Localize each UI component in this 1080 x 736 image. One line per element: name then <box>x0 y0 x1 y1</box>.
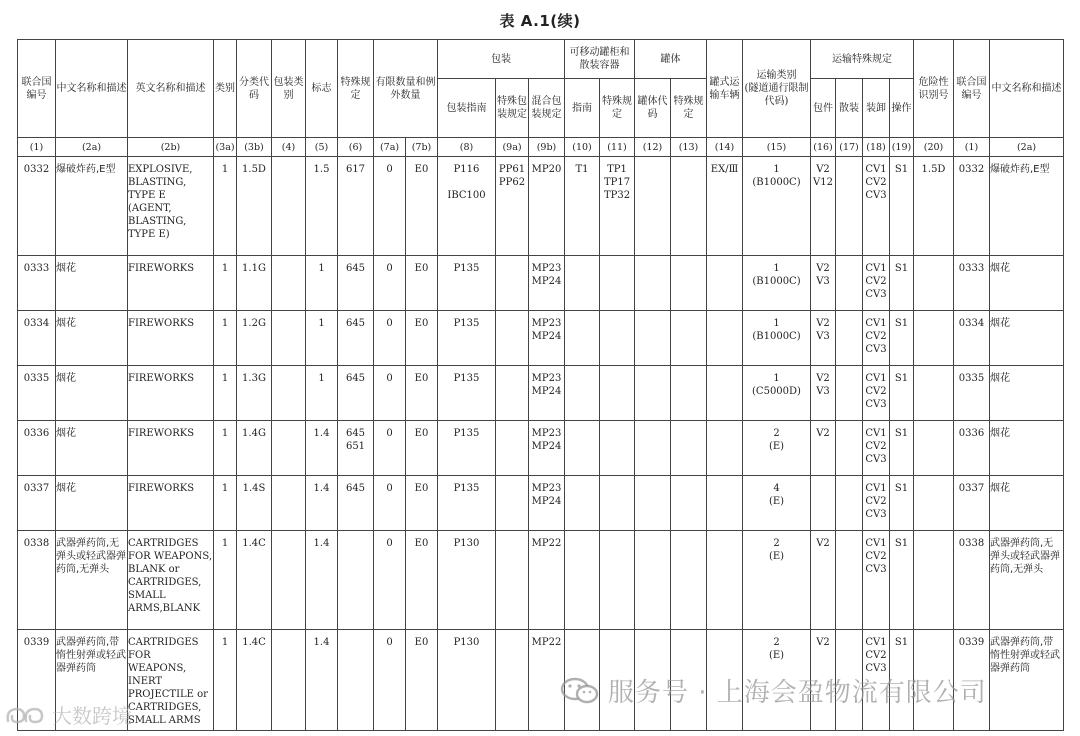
column-number: (2b) <box>128 138 214 157</box>
portable-tank-instruction-cell <box>565 531 600 630</box>
column-number: (12) <box>635 138 671 157</box>
table-body <box>18 157 1064 731</box>
name-cn-cell: 烟花 <box>56 256 128 311</box>
header-transport-category-sub: (隧道通行限制代码) <box>744 83 809 107</box>
special-bulk-cell <box>836 157 863 256</box>
table-row <box>18 256 1064 311</box>
special-operation-cell: S1 <box>890 256 914 311</box>
packing-instruction-cell: P135 <box>438 421 496 476</box>
limited-quantity-cell: 0 <box>374 366 406 421</box>
special-provisions-cell <box>338 630 374 731</box>
special-loading-cell: CV1 CV2 CV3 <box>863 157 890 256</box>
watermark-service-account <box>560 672 987 709</box>
special-packages-cell <box>811 476 836 531</box>
portable-tank-special-cell: TP1 TP17 TP32 <box>600 157 635 256</box>
header-operation: 操作 <box>890 79 914 138</box>
labels-cell: 1.4 <box>306 476 338 531</box>
excepted-quantity-cell: E0 <box>406 421 438 476</box>
column-number: (2a) <box>990 138 1064 157</box>
name-cn-cell: 爆破炸药,E型 <box>56 157 128 256</box>
header-tank-special: 特殊规定 <box>671 79 707 138</box>
special-loading-cell: CV1 CV2 CV3 <box>863 630 890 731</box>
transport-category-cell: 2 (E) <box>743 630 811 731</box>
header-special-transport: 运输特殊规定 <box>811 40 914 79</box>
header-name-en: 英文名称和描述 <box>128 40 214 138</box>
transport-category-cell: 2 (E) <box>743 421 811 476</box>
watermark-brand <box>4 700 132 729</box>
portable-tank-special-cell <box>600 421 635 476</box>
tank-vehicle-cell <box>707 366 743 421</box>
transport-category-cell: 1 (B1000C) <box>743 256 811 311</box>
class-code-cell: 1.3G <box>237 366 272 421</box>
mixed-packing-cell: MP23 MP24 <box>529 476 565 531</box>
header-un-no-end: 联合国编号 <box>954 40 990 138</box>
column-number-row <box>18 138 1064 157</box>
un-number-cell: 0335 <box>18 366 56 421</box>
name-cn-end-cell: 烟花 <box>990 256 1064 311</box>
tank-code-cell <box>635 476 671 531</box>
class-code-cell: 1.2G <box>237 311 272 366</box>
limited-quantity-cell: 0 <box>374 476 406 531</box>
special-packing-cell: PP61 PP62 <box>496 157 529 256</box>
header-portable-tanks: 可移动罐柜和散装容器 <box>565 40 635 79</box>
column-number: (14) <box>707 138 743 157</box>
header-special-packing: 特殊包装规定 <box>496 79 529 138</box>
excepted-quantity-cell: E0 <box>406 531 438 630</box>
un-number-cell: 0332 <box>18 157 56 256</box>
tank-vehicle-cell <box>707 476 743 531</box>
tank-special-cell <box>671 157 707 256</box>
portable-tank-instruction-cell <box>565 311 600 366</box>
mixed-packing-cell: MP22 <box>529 531 565 630</box>
packing-instruction-cell: P135 <box>438 256 496 311</box>
packing-group-cell <box>272 256 306 311</box>
special-bulk-cell <box>836 256 863 311</box>
special-packages-cell: V2 <box>811 630 836 731</box>
special-operation-cell: S1 <box>890 476 914 531</box>
class-cell: 1 <box>214 531 237 630</box>
class-code-cell: 1.5D <box>237 157 272 256</box>
name-en-cell: EXPLOSIVE, BLASTING, TYPE E (AGENT, BLASTING, TYPE E) <box>128 157 214 256</box>
mixed-packing-cell: MP20 <box>529 157 565 256</box>
limited-quantity-cell: 0 <box>374 157 406 256</box>
header-limited-quantities: 有限数量和例外数量 <box>374 40 438 138</box>
packing-instruction-cell: P130 <box>438 531 496 630</box>
excepted-quantity-cell: E0 <box>406 476 438 531</box>
special-loading-cell: CV1 CV2 CV3 <box>863 531 890 630</box>
column-number: (3b) <box>237 138 272 157</box>
hazard-id-cell <box>914 366 954 421</box>
limited-quantity-cell: 0 <box>374 630 406 731</box>
name-cn-cell: 烟花 <box>56 366 128 421</box>
special-loading-cell: CV1 CV2 CV3 <box>863 366 890 421</box>
special-loading-cell: CV1 CV2 CV3 <box>863 476 890 531</box>
special-provisions-cell <box>338 531 374 630</box>
class-cell: 1 <box>214 157 237 256</box>
tank-code-cell <box>635 311 671 366</box>
un-number-cell: 0338 <box>18 531 56 630</box>
special-operation-cell: S1 <box>890 531 914 630</box>
header-pt-instructions: 指南 <box>565 79 600 138</box>
column-number: (13) <box>671 138 707 157</box>
mixed-packing-cell: MP23 MP24 <box>529 256 565 311</box>
table-row <box>18 311 1064 366</box>
tank-special-cell <box>671 531 707 630</box>
un-number-cell: 0339 <box>18 630 56 731</box>
special-packing-cell <box>496 311 529 366</box>
packing-instruction-cell: P135 <box>438 311 496 366</box>
header-hazard-id: 危险性识别号 <box>914 40 954 138</box>
portable-tank-instruction-cell <box>565 256 600 311</box>
tank-code-cell <box>635 157 671 256</box>
column-number: (3a) <box>214 138 237 157</box>
special-packages-cell: V2 V3 <box>811 366 836 421</box>
table-row <box>18 476 1064 531</box>
packing-group-cell <box>272 421 306 476</box>
name-en-cell: FIREWORKS <box>128 256 214 311</box>
packing-instruction-cell: P116 IBC100 <box>438 157 496 256</box>
special-packing-cell <box>496 531 529 630</box>
column-number: (19) <box>890 138 914 157</box>
portable-tank-special-cell <box>600 311 635 366</box>
name-en-cell: FIREWORKS <box>128 476 214 531</box>
special-provisions-cell: 617 <box>338 157 374 256</box>
column-number: (11) <box>600 138 635 157</box>
class-code-cell: 1.1G <box>237 256 272 311</box>
tank-code-cell <box>635 256 671 311</box>
header-packaging: 包装 <box>438 40 565 79</box>
tank-special-cell <box>671 476 707 531</box>
limited-quantity-cell: 0 <box>374 531 406 630</box>
special-bulk-cell <box>836 421 863 476</box>
special-provisions-cell: 645 <box>338 366 374 421</box>
special-bulk-cell <box>836 531 863 630</box>
packing-group-cell <box>272 157 306 256</box>
header-tank-code: 罐体代码 <box>635 79 671 138</box>
special-packing-cell <box>496 630 529 731</box>
column-number: (4) <box>272 138 306 157</box>
header-packing-instructions: 包装指南 <box>438 79 496 138</box>
un-number-end-cell: 0335 <box>954 366 990 421</box>
transport-category-cell: 1 (B1000C) <box>743 311 811 366</box>
name-cn-end-cell: 烟花 <box>990 366 1064 421</box>
special-packages-cell: V2 V3 <box>811 256 836 311</box>
packing-instruction-cell: P130 <box>438 630 496 731</box>
table-row <box>18 157 1064 256</box>
un-number-end-cell: 0334 <box>954 311 990 366</box>
column-number: (9b) <box>529 138 565 157</box>
portable-tank-instruction-cell <box>565 476 600 531</box>
mixed-packing-cell: MP23 MP24 <box>529 366 565 421</box>
packing-instruction-cell: P135 <box>438 366 496 421</box>
tank-vehicle-cell <box>707 311 743 366</box>
labels-cell: 1 <box>306 311 338 366</box>
name-cn-end-cell: 武器弹药筒,带惰性射弹或轻武器弹药筒 <box>990 630 1064 731</box>
special-bulk-cell <box>836 366 863 421</box>
un-number-cell: 0334 <box>18 311 56 366</box>
labels-cell: 1.4 <box>306 421 338 476</box>
tank-special-cell <box>671 366 707 421</box>
special-bulk-cell <box>836 311 863 366</box>
class-code-cell: 1.4C <box>237 531 272 630</box>
special-packages-cell: V2 V12 <box>811 157 836 256</box>
transport-category-cell: 2 (E) <box>743 531 811 630</box>
packing-group-cell <box>272 366 306 421</box>
column-number: (6) <box>338 138 374 157</box>
tank-code-cell <box>635 366 671 421</box>
table-row <box>18 366 1064 421</box>
header-un-no: 联合国编号 <box>18 40 56 138</box>
column-number: (20) <box>914 138 954 157</box>
header-name-cn-end: 中文名称和描述 <box>990 40 1064 138</box>
column-number: (1) <box>954 138 990 157</box>
un-number-cell: 0333 <box>18 256 56 311</box>
name-en-cell: FIREWORKS <box>128 366 214 421</box>
portable-tank-special-cell <box>600 476 635 531</box>
special-loading-cell: CV1 CV2 CV3 <box>863 256 890 311</box>
dangerous-goods-table <box>17 39 1064 731</box>
column-number: (1) <box>18 138 56 157</box>
hazard-id-cell: 1.5D <box>914 157 954 256</box>
limited-quantity-cell: 0 <box>374 311 406 366</box>
limited-quantity-cell: 0 <box>374 421 406 476</box>
portable-tank-instruction-cell <box>565 366 600 421</box>
limited-quantity-cell: 0 <box>374 256 406 311</box>
labels-cell: 1.5 <box>306 157 338 256</box>
special-loading-cell: CV1 CV2 CV3 <box>863 311 890 366</box>
name-cn-cell: 武器弹药筒,带惰性射弹或轻武器弹药筒 <box>56 630 128 731</box>
class-code-cell: 1.4S <box>237 476 272 531</box>
special-packing-cell <box>496 366 529 421</box>
packing-group-cell <box>272 531 306 630</box>
hazard-id-cell <box>914 256 954 311</box>
un-number-end-cell: 0338 <box>954 531 990 630</box>
header-pt-special: 特殊规定 <box>600 79 635 138</box>
excepted-quantity-cell: E0 <box>406 157 438 256</box>
hazard-id-cell <box>914 311 954 366</box>
class-cell: 1 <box>214 256 237 311</box>
special-packing-cell <box>496 476 529 531</box>
name-cn-end-cell: 烟花 <box>990 476 1064 531</box>
column-number: (7b) <box>406 138 438 157</box>
excepted-quantity-cell: E0 <box>406 630 438 731</box>
watermark-service-account-text: 服务号 · 上海会盈物流有限公司 <box>608 678 987 708</box>
header-class-code: 分类代码 <box>237 40 272 138</box>
portable-tank-special-cell <box>600 531 635 630</box>
column-number: (5) <box>306 138 338 157</box>
tank-vehicle-cell: EX/Ⅲ <box>707 157 743 256</box>
column-number: (17) <box>836 138 863 157</box>
name-en-cell: CARTRIDGES FOR WEAPONS, BLANK or CARTRIDGES, SMALL ARMS,BLANK <box>128 531 214 630</box>
name-en-cell: FIREWORKS <box>128 311 214 366</box>
tank-code-cell <box>635 421 671 476</box>
un-number-end-cell: 0332 <box>954 157 990 256</box>
class-cell: 1 <box>214 630 237 731</box>
class-code-cell: 1.4G <box>237 421 272 476</box>
column-number: (16) <box>811 138 836 157</box>
packing-group-cell <box>272 630 306 731</box>
special-operation-cell: S1 <box>890 311 914 366</box>
packing-group-cell <box>272 476 306 531</box>
hazard-id-cell <box>914 476 954 531</box>
transport-category-cell: 1 (C5000D) <box>743 366 811 421</box>
tank-special-cell <box>671 311 707 366</box>
class-cell: 1 <box>214 476 237 531</box>
column-number: (15) <box>743 138 811 157</box>
header-vehicle: 罐式运输车辆 <box>707 40 743 138</box>
wechat-icon <box>560 677 600 705</box>
name-cn-end-cell: 武器弹药筒,无弹头或轻武器弹药筒,无弹头 <box>990 531 1064 630</box>
special-provisions-cell: 645 <box>338 256 374 311</box>
excepted-quantity-cell: E0 <box>406 311 438 366</box>
brand-logo-icon <box>4 704 48 726</box>
header-special-provisions: 特殊规定 <box>338 40 374 138</box>
special-packing-cell <box>496 421 529 476</box>
tank-code-cell <box>635 531 671 630</box>
packing-instruction-cell: P135 <box>438 476 496 531</box>
name-cn-end-cell: 烟花 <box>990 311 1064 366</box>
hazard-id-cell <box>914 421 954 476</box>
excepted-quantity-cell: E0 <box>406 366 438 421</box>
special-operation-cell: S1 <box>890 630 914 731</box>
labels-cell: 1 <box>306 256 338 311</box>
special-operation-cell: S1 <box>890 157 914 256</box>
header-loading: 装卸 <box>863 79 890 138</box>
header-packing-group: 包装类别 <box>272 40 306 138</box>
special-packing-cell <box>496 256 529 311</box>
class-code-cell: 1.4C <box>237 630 272 731</box>
labels-cell: 1 <box>306 366 338 421</box>
name-cn-cell: 武器弹药筒,无弹头或轻武器弹药筒,无弹头 <box>56 531 128 630</box>
un-number-end-cell: 0339 <box>954 630 990 731</box>
name-en-cell: CARTRIDGES FOR WEAPONS, INERT PROJECTILE or CARTRIDGES, SMALL ARMS <box>128 630 214 731</box>
tank-vehicle-cell <box>707 421 743 476</box>
name-cn-cell: 烟花 <box>56 311 128 366</box>
special-operation-cell: S1 <box>890 421 914 476</box>
class-cell: 1 <box>214 366 237 421</box>
tank-vehicle-cell <box>707 256 743 311</box>
labels-cell: 1.4 <box>306 630 338 731</box>
special-operation-cell: S1 <box>890 366 914 421</box>
name-en-cell: FIREWORKS <box>128 421 214 476</box>
un-number-end-cell: 0336 <box>954 421 990 476</box>
special-loading-cell: CV1 CV2 CV3 <box>863 421 890 476</box>
header-mixed-packing: 混合包装规定 <box>529 79 565 138</box>
watermark-brand-text: 大数跨境 <box>52 704 132 728</box>
column-number: (9a) <box>496 138 529 157</box>
special-bulk-cell <box>836 476 863 531</box>
header-bulk: 散装 <box>836 79 863 138</box>
mixed-packing-cell: MP23 MP24 <box>529 421 565 476</box>
portable-tank-special-cell <box>600 256 635 311</box>
table-title: 表 A.1(续) <box>499 12 581 30</box>
un-number-cell: 0337 <box>18 476 56 531</box>
header-transport-category <box>743 40 811 138</box>
table-row <box>18 421 1064 476</box>
name-cn-cell: 烟花 <box>56 476 128 531</box>
column-number: (8) <box>438 138 496 157</box>
packing-group-cell <box>272 311 306 366</box>
special-provisions-cell: 645 <box>338 476 374 531</box>
transport-category-cell: 4 (E) <box>743 476 811 531</box>
portable-tank-special-cell <box>600 366 635 421</box>
tank-special-cell <box>671 256 707 311</box>
special-packages-cell: V2 <box>811 531 836 630</box>
column-number: (2a) <box>56 138 128 157</box>
header-packages: 包件 <box>811 79 836 138</box>
column-number: (7a) <box>374 138 406 157</box>
un-number-end-cell: 0337 <box>954 476 990 531</box>
header-labels: 标志 <box>306 40 338 138</box>
excepted-quantity-cell: E0 <box>406 256 438 311</box>
class-cell: 1 <box>214 311 237 366</box>
special-packages-cell: V2 <box>811 421 836 476</box>
column-number: (10) <box>565 138 600 157</box>
hazard-id-cell <box>914 531 954 630</box>
header-transport-category-label: 运输类别 <box>756 70 797 81</box>
name-cn-end-cell: 烟花 <box>990 421 1064 476</box>
portable-tank-instruction-cell: T1 <box>565 157 600 256</box>
special-provisions-cell: 645 651 <box>338 421 374 476</box>
column-number: (18) <box>863 138 890 157</box>
labels-cell: 1.4 <box>306 531 338 630</box>
header-tank: 罐体 <box>635 40 707 79</box>
special-packages-cell: V2 V3 <box>811 311 836 366</box>
header-class: 类别 <box>214 40 237 138</box>
tank-vehicle-cell <box>707 531 743 630</box>
table-row <box>18 531 1064 630</box>
portable-tank-instruction-cell <box>565 421 600 476</box>
mixed-packing-cell: MP23 MP24 <box>529 311 565 366</box>
un-number-cell: 0336 <box>18 421 56 476</box>
mixed-packing-cell: MP22 <box>529 630 565 731</box>
transport-category-cell: 1 (B1000C) <box>743 157 811 256</box>
special-provisions-cell: 645 <box>338 311 374 366</box>
name-cn-cell: 烟花 <box>56 421 128 476</box>
header-name-cn: 中文名称和描述 <box>56 40 128 138</box>
un-number-end-cell: 0333 <box>954 256 990 311</box>
name-cn-end-cell: 爆破炸药,E型 <box>990 157 1064 256</box>
tank-special-cell <box>671 421 707 476</box>
class-cell: 1 <box>214 421 237 476</box>
